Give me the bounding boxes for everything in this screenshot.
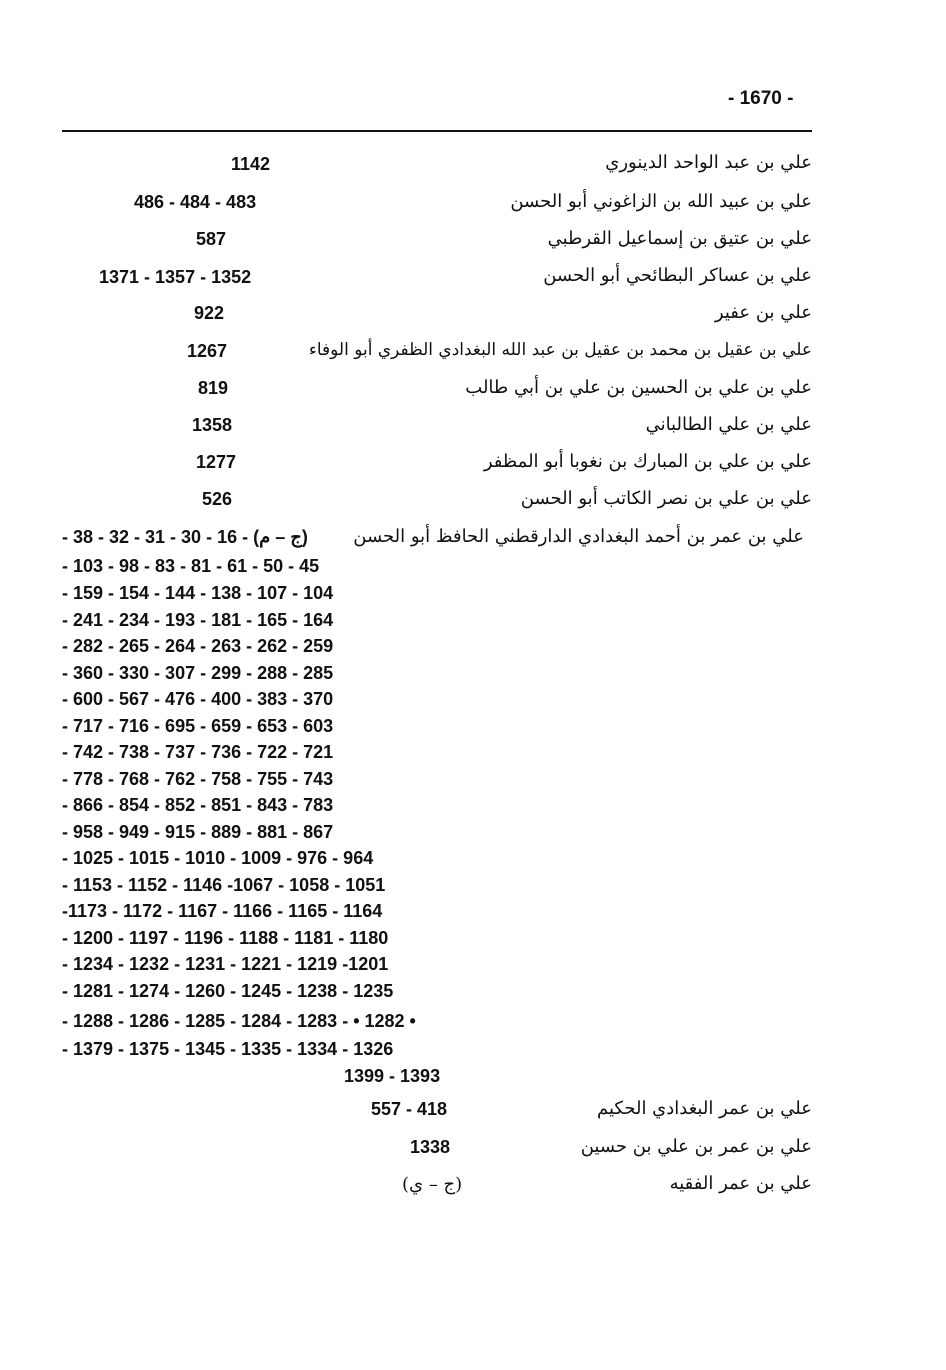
refs-line: - 38 - 32 - 31 - 30 - 16 - (ج – م) (62, 527, 308, 547)
refs-line: - 103 - 98 - 83 - 81 - 61 - 50 - 45 (62, 556, 320, 576)
entry-name: علي بن عتيق بن إسماعيل القرطبي (547, 228, 812, 249)
entry-name: علي بن عفير (714, 302, 812, 323)
refs-line: - 600 - 567 - 476 - 400 - 383 - 370 (62, 689, 334, 709)
entry-refs: 587 (196, 229, 227, 249)
entry-name: علي بن عمر بن علي بن حسين (580, 1136, 812, 1157)
entry-refs: 557 - 418 (371, 1099, 448, 1119)
entry-refs: (ج – ي) (402, 1174, 463, 1195)
refs-line: - 1288 - 1286 - 1285 - 1284 - 1283 - • 1282 • (62, 1011, 416, 1031)
entry-refs: 1277 (196, 452, 237, 472)
entry-refs: 819 (198, 378, 229, 398)
entry-refs: 1338 (410, 1137, 451, 1157)
entry-refs: 1142 (231, 154, 271, 174)
refs-line: - 866 - 854 - 852 - 851 - 843 - 783 (62, 795, 334, 815)
page-number: - 1670 - (728, 88, 794, 109)
entry-name: علي بن عبيد الله بن الزاغوني أبو الحسن (510, 191, 812, 212)
refs-line: - 282 - 265 - 264 - 263 - 262 - 259 (62, 636, 334, 656)
refs-line: - 1025 - 1015 - 1010 - 1009 - 976 - 964 (62, 848, 374, 868)
refs-line: - 778 - 768 - 762 - 758 - 755 - 743 (62, 769, 334, 789)
entry-refs: 922 (194, 303, 225, 323)
refs-line: - 958 - 949 - 915 - 889 - 881 - 867 (62, 822, 334, 842)
entry-name: علي بن عبد الواحد الدينوري (605, 152, 812, 173)
entry-refs: 1371 - 1357 - 1352 (99, 267, 252, 287)
entry-refs: 526 (202, 489, 233, 509)
refs-line: 1399 - 1393 (344, 1066, 441, 1086)
entry-name: علي بن عقيل بن محمد بن عقيل بن عبد الله البغدادي الظفري أبو الوفاء (308, 340, 812, 360)
entry-name: علي بن علي بن الحسين بن علي بن أبي طالب (465, 377, 812, 398)
refs-line: - 360 - 330 - 307 - 299 - 288 - 285 (62, 663, 334, 683)
entry-name: علي بن عمر بن أحمد البغدادي الدارقطني الحافظ أبو الحسن (353, 526, 804, 547)
entry-name: علي بن عمر الفقيه (669, 1173, 812, 1194)
entry-name: علي بن عساكر البطائحي أبو الحسن (543, 265, 812, 286)
entry-name: علي بن علي الطالباني (645, 414, 812, 435)
entry-name: علي بن علي بن نصر الكاتب أبو الحسن (520, 488, 812, 509)
refs-line: - 159 - 154 - 144 - 138 - 107 - 104 (62, 583, 334, 603)
refs-line: -1173 - 1172 - 1167 - 1166 - 1165 - 1164 (62, 901, 383, 921)
refs-line: - 742 - 738 - 737 - 736 - 722 - 721 (62, 742, 334, 762)
refs-line: - 1379 - 1375 - 1345 - 1335 - 1334 - 1326 (62, 1039, 394, 1059)
entry-refs: 1358 (192, 415, 233, 435)
refs-line: - 1153 - 1152 - 1146 -1067 - 1058 - 1051 (62, 875, 386, 895)
entry-refs: 486 - 484 - 483 (134, 192, 257, 212)
refs-line: - 1200 - 1197 - 1196 - 1188 - 1181 - 1180 (62, 928, 389, 948)
entry-name: علي بن عمر البغدادي الحكيم (597, 1098, 812, 1119)
refs-line: - 717 - 716 - 695 - 659 - 653 - 603 (62, 716, 334, 736)
refs-line: - 1234 - 1232 - 1231 - 1221 - 1219 -1201 (62, 954, 389, 974)
refs-line: - 241 - 234 - 193 - 181 - 165 - 164 (62, 610, 334, 630)
header-rule (62, 130, 812, 132)
entry-name: علي بن علي بن المبارك بن نغوبا أبو المظفر (483, 451, 812, 472)
entry-refs: 1267 (187, 341, 228, 361)
refs-line: - 1281 - 1274 - 1260 - 1245 - 1238 - 1235 (62, 981, 394, 1001)
